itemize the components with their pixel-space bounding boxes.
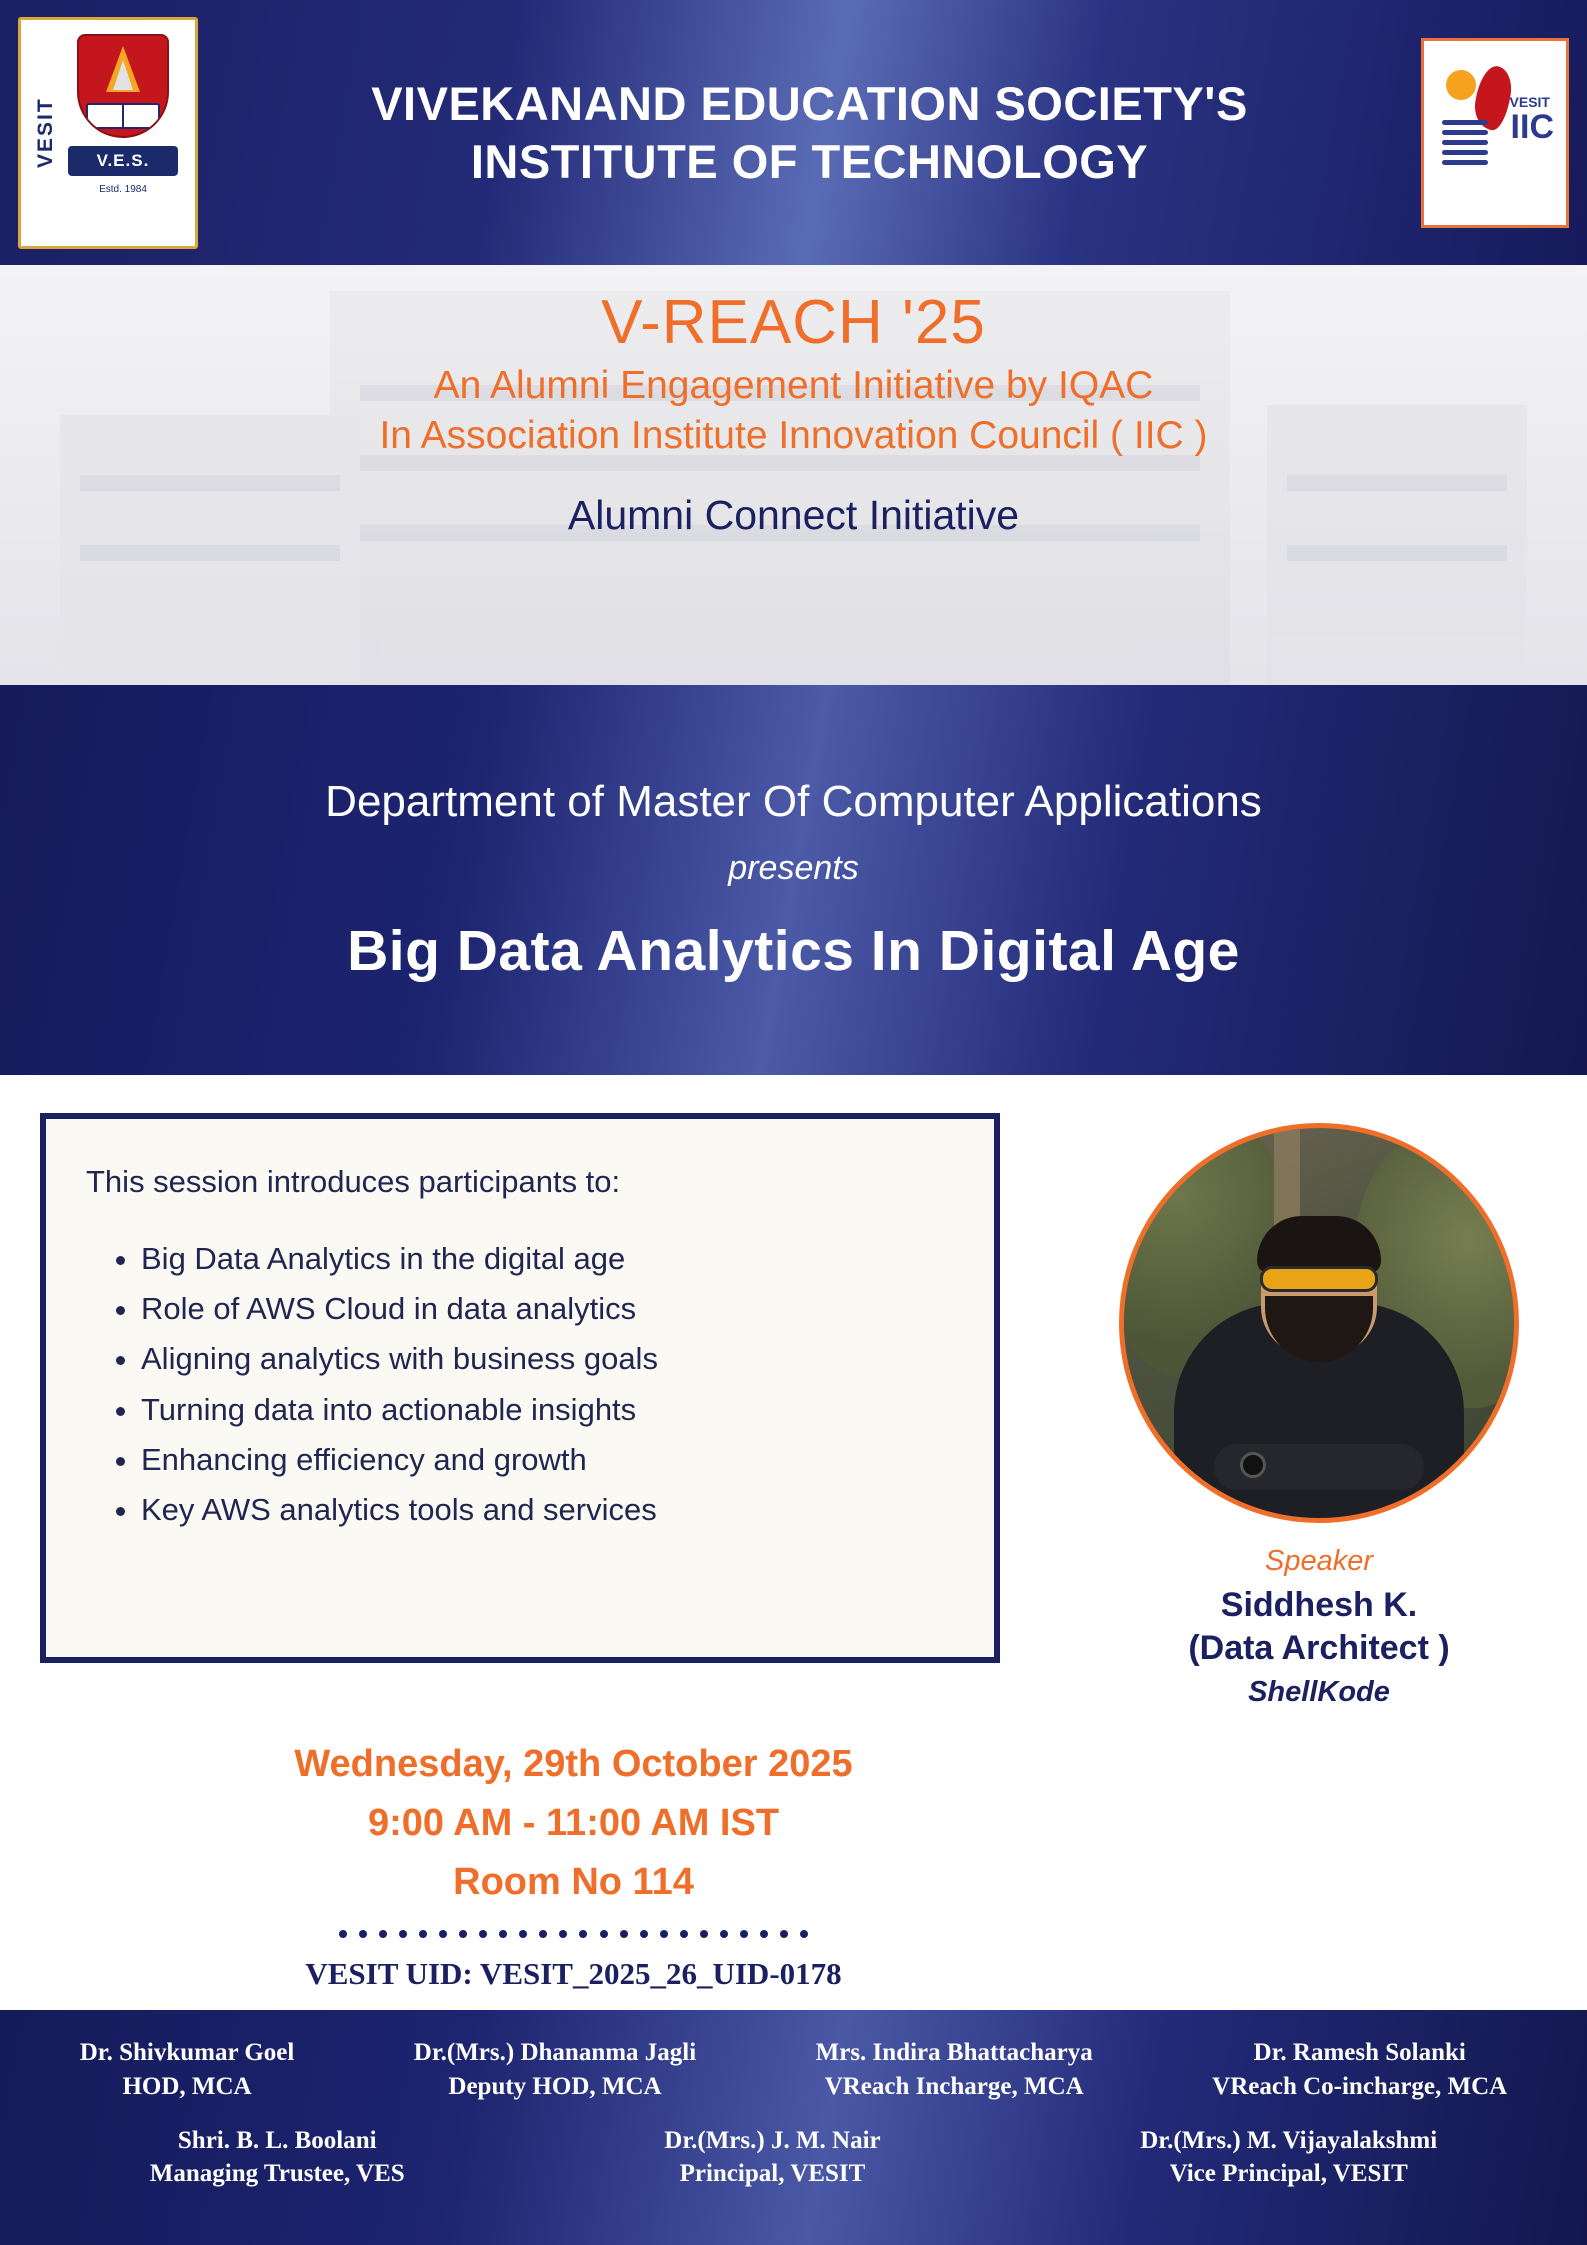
department-block (0, 685, 1587, 1075)
event-title: V-REACH '25 (601, 288, 986, 357)
iic-logo (1421, 38, 1569, 228)
footer-person-designation: HOD, MCA (122, 2072, 252, 2100)
institute-title-line2: INSTITUTE OF TECHNOLOGY (470, 134, 1149, 188)
footer-person (80, 2036, 295, 2104)
footer-person (414, 2036, 696, 2104)
footer-person (816, 2036, 1093, 2104)
iic-logo-main-text: IIC (1510, 107, 1554, 146)
footer-person-designation: VReach Incharge, MCA (824, 2072, 1084, 2100)
footer-person-designation: Deputy HOD, MCA (448, 2072, 662, 2100)
footer-person (150, 2124, 405, 2192)
speaker-label: Speaker (1264, 1545, 1373, 1577)
footer-person-designation: VReach Co-incharge, MCA (1212, 2072, 1508, 2100)
list-item: • Turning data into actionable insights (141, 1385, 994, 1435)
iic-logo-top-text: VESIT (1509, 93, 1550, 110)
list-item: • Role of AWS Cloud in data analytics (141, 1284, 994, 1334)
footer-person-designation: Managing Trustee, VES (149, 2160, 405, 2188)
vesit-logo (18, 17, 198, 249)
flame-inner-icon (113, 60, 133, 90)
poster-footer (0, 2010, 1587, 2245)
vesit-logo-vertical-text: VESIT (34, 97, 57, 168)
institute-title (198, 75, 1421, 190)
poster-header (0, 0, 1587, 265)
footer-person-name: Dr. Shivkumar Goel (79, 2039, 295, 2066)
footer-person-name: Dr.(Mrs.) Dhananma Jagli (413, 2039, 697, 2066)
footer-person (1212, 2036, 1507, 2104)
list-item: • Aligning analytics with business goals (141, 1334, 994, 1384)
speaker-photo (1119, 1123, 1519, 1523)
footer-person-designation: Principal, VESIT (679, 2160, 866, 2188)
footer-person-name: Dr.(Mrs.) M. Vijayalakshmi (1140, 2126, 1438, 2154)
coil-icon (1442, 120, 1488, 168)
vesit-crest-icon (64, 28, 182, 238)
speaker-organization: ShellKode (1248, 1676, 1390, 1708)
footer-person (664, 2124, 880, 2192)
dotted-divider (339, 1930, 809, 1938)
event-subtitle-2: In Association Institute Innovation Council ( IIC ) (379, 414, 1208, 457)
list-item: • Enhancing efficiency and growth (141, 1435, 994, 1485)
institute-title-line1: VIVEKANAND EDUCATION SOCIETY'S (371, 77, 1248, 131)
session-title: Big Data Analytics In Digital Age (347, 918, 1240, 983)
vesit-uid: VESIT UID: VESIT_2025_26_UID-0178 (305, 1955, 842, 1991)
event-subtitle-1: An Alumni Engagement Initiative by IQAC (433, 364, 1154, 407)
department-name: Department of Master Of Computer Applications (325, 776, 1262, 826)
book-icon (86, 103, 160, 129)
vesit-ribbon-text: V.E.S. (68, 146, 178, 176)
list-item: • Big Data Analytics in the digital age (141, 1234, 994, 1284)
presents-label: presents (728, 848, 859, 887)
vesit-estd-text: Estd. 1984 (99, 183, 147, 195)
schedule-section (0, 1735, 1147, 1992)
event-banner (0, 265, 1587, 685)
sun-icon (1446, 70, 1476, 100)
speaker-designation: (Data Architect ) (1188, 1629, 1450, 1667)
list-item: • Key AWS analytics tools and services (141, 1485, 994, 1535)
event-venue: Room No 114 (453, 1860, 694, 1903)
footer-person-name: Shri. B. L. Boolani (177, 2126, 377, 2154)
session-info-box (40, 1113, 1000, 1663)
event-date: Wednesday, 29th October 2025 (294, 1743, 853, 1785)
footer-person-name: Dr.(Mrs.) J. M. Nair (664, 2126, 881, 2154)
session-points-list (141, 1234, 994, 1535)
shield-icon (77, 34, 169, 138)
footer-row-2 (0, 2114, 1587, 2202)
footer-person-designation: Vice Principal, VESIT (1169, 2160, 1408, 2188)
footer-person (1140, 2124, 1437, 2192)
footer-person-name: Mrs. Indira Bhattacharya (815, 2039, 1093, 2066)
footer-person-name: Dr. Ramesh Solanki (1253, 2039, 1466, 2066)
session-intro-text: This session introduces participants to: (86, 1164, 621, 1199)
speaker-section (1109, 1123, 1529, 1709)
speaker-name: Siddhesh K. (1220, 1586, 1418, 1624)
event-tagline: Alumni Connect Initiative (567, 492, 1020, 538)
event-time: 9:00 AM - 11:00 AM IST (367, 1801, 780, 1844)
footer-row-1 (0, 2026, 1587, 2114)
